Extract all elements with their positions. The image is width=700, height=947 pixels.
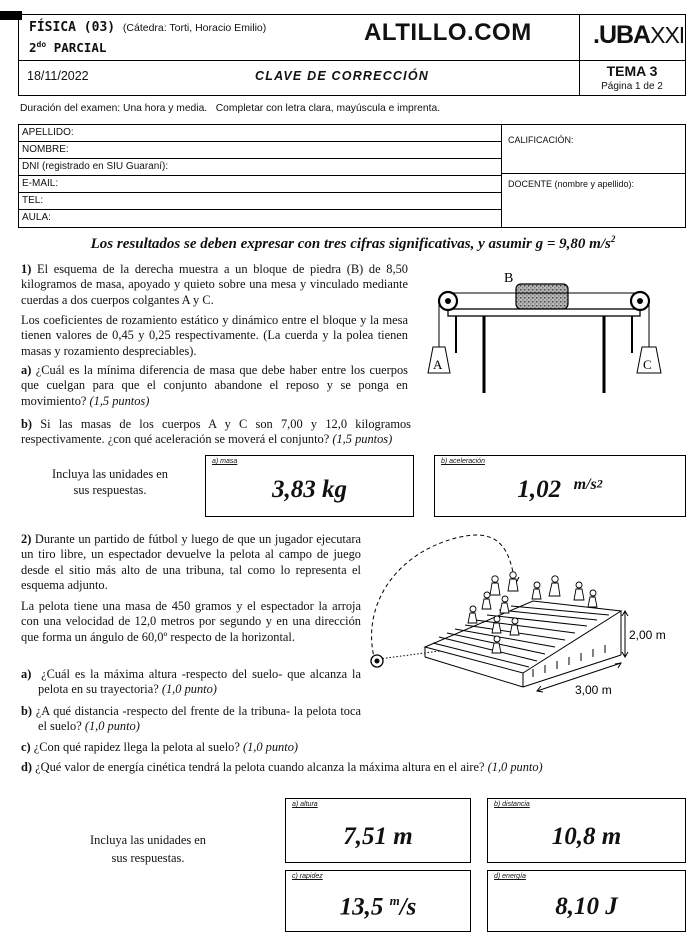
teacher-label[interactable]: DOCENTE (nombre y apellido): — [508, 179, 635, 189]
label-b: B — [504, 271, 514, 286]
units-note-1: Incluya las unidades en sus respuestas. — [52, 467, 168, 497]
units-note-2: Incluya las unidades en sus respuestas. — [90, 833, 206, 865]
problem2-qa: a) ¿Cuál es la máxima altura -respecto del suelo- que alcanza la pelota en su trayectoria? (1,0 punto) — [21, 667, 361, 697]
stadium-diagram — [365, 527, 685, 699]
field-tel[interactable]: TEL: — [19, 193, 501, 210]
answer-box-masa[interactable]: a) masa 3,83 kg — [205, 455, 414, 517]
page-indicator: Página 1 de 2 — [601, 81, 663, 92]
field-email[interactable]: E-MAIL: — [19, 176, 501, 193]
chair-name: (Cátedra: Torti, Horacio Emilio) — [122, 22, 267, 34]
ball-icon — [371, 655, 383, 667]
field-nombre[interactable]: NOMBRE: — [19, 142, 501, 159]
stands — [425, 601, 621, 687]
instructions: Duración del examen: Una hora y media. Completar con letra clara, mayúscula e imprenta. — [20, 103, 441, 114]
instructions-statement: Los resultados se deben expresar con tres cifras significativas, y asumir g = 9,80 $m/s^2$ — [90, 234, 616, 252]
student-form — [18, 124, 686, 228]
field-apellido[interactable]: APELLIDO: — [19, 125, 501, 142]
answer-box-energia[interactable]: d) energía 8,10 J — [487, 870, 686, 932]
answer-box-rapidez[interactable]: c) rapidez 13,5 $^m$/s — [285, 870, 471, 932]
pulley-diagram — [420, 265, 685, 395]
svg-text:C: C — [643, 357, 652, 372]
exam-name: $2^{do}$ PARCIAL — [29, 40, 107, 56]
problem2-p1: 2) Durante un partido de fútbol y luego de que un jugador ejecutara un tiro libre, un espectador devuelve la pelota al campo de juego desde el sitio más alto de una tribuna, tal como lo representa el esquema adjunto. — [21, 532, 361, 592]
problem2-qb: b) ¿A qué distancia -respecto del frente de la tribuna- la pelota toca el suelo? (1,0 punto) — [21, 704, 361, 734]
pulley-left-icon — [439, 292, 457, 310]
problem1-qa: a) ¿Cuál es la mínima diferencia de masa que debe haber entre los cuerpos que cuelgan para que el conjunto abandone el reposo y se ponga en movimiento? (1,5 puntos) — [21, 363, 408, 408]
tema-label: TEMA 3 — [606, 63, 658, 79]
site-title: ALTILLO.COM — [364, 19, 532, 46]
problem1-p1: 1) El esquema de la derecha muestra a un bloque de piedra (B) de 8,50 kilogramos de masa, apoyado y quieto sobre una mesa y vinculado mediante cuerdas a dos cuerpos colgantes A y C. — [21, 262, 408, 307]
course-line — [29, 20, 266, 35]
width-label: 3,00 m — [575, 683, 612, 697]
table-top — [448, 309, 640, 316]
problem1-qb: b) Si las masas de los cuerpos A y C son 7,00 y 12,0 kilogramos respectivamente. ¿con qué aceleración se moverá el conjunto? (1,5 puntos) — [21, 417, 411, 447]
problem2-qc: c) ¿Con qué rapidez llega la pelota al suelo? (1,0 punto) — [21, 740, 299, 754]
problem1-p2: Los coeficientes de rozamiento estático y dinámico entre el bloque y la mesa tienen valores de 0,45 y 0,25 respectivamente. (La cuerda y la polea tienen masas y rozamiento despreciables). — [21, 313, 408, 358]
block-b — [516, 284, 568, 309]
field-aula[interactable]: AULA: — [22, 212, 51, 223]
problem2-p2: La pelota tiene una masa de 450 gramos y el espectador la arroja con una velocidad de 12,0 metros por segundo y en una dirección que forma un ángulo de 60,0º respecto de la horizontal. — [21, 599, 361, 644]
uba-logo: .UBAXXI — [593, 21, 685, 49]
key-title: CLAVE DE CORRECCIÓN — [255, 69, 429, 83]
height-label: 2,00 m — [629, 628, 666, 642]
pulley-right-icon — [631, 292, 649, 310]
exam-header — [18, 14, 686, 96]
problem2-qd: d) ¿Qué valor de energía cinética tendrá la pelota cuando alcanza la máxima altura en el aire? (1,0 punto) — [21, 760, 543, 774]
course-title: FÍSICA (03) — [29, 20, 116, 35]
answer-box-aceleracion[interactable]: b) aceleración 1,02 $^{m/s2}$ — [434, 455, 686, 517]
grade-label[interactable]: CALIFICACIÓN: — [508, 135, 574, 145]
svg-text:A: A — [433, 357, 443, 372]
field-dni[interactable]: DNI (registrado en SIU Guaraní): — [19, 159, 501, 176]
exam-date: 18/11/2022 — [27, 69, 89, 83]
answer-box-distancia[interactable]: b) distancia 10,8 m — [487, 798, 686, 863]
answer-box-altura[interactable]: a) altura 7,51 m — [285, 798, 471, 863]
